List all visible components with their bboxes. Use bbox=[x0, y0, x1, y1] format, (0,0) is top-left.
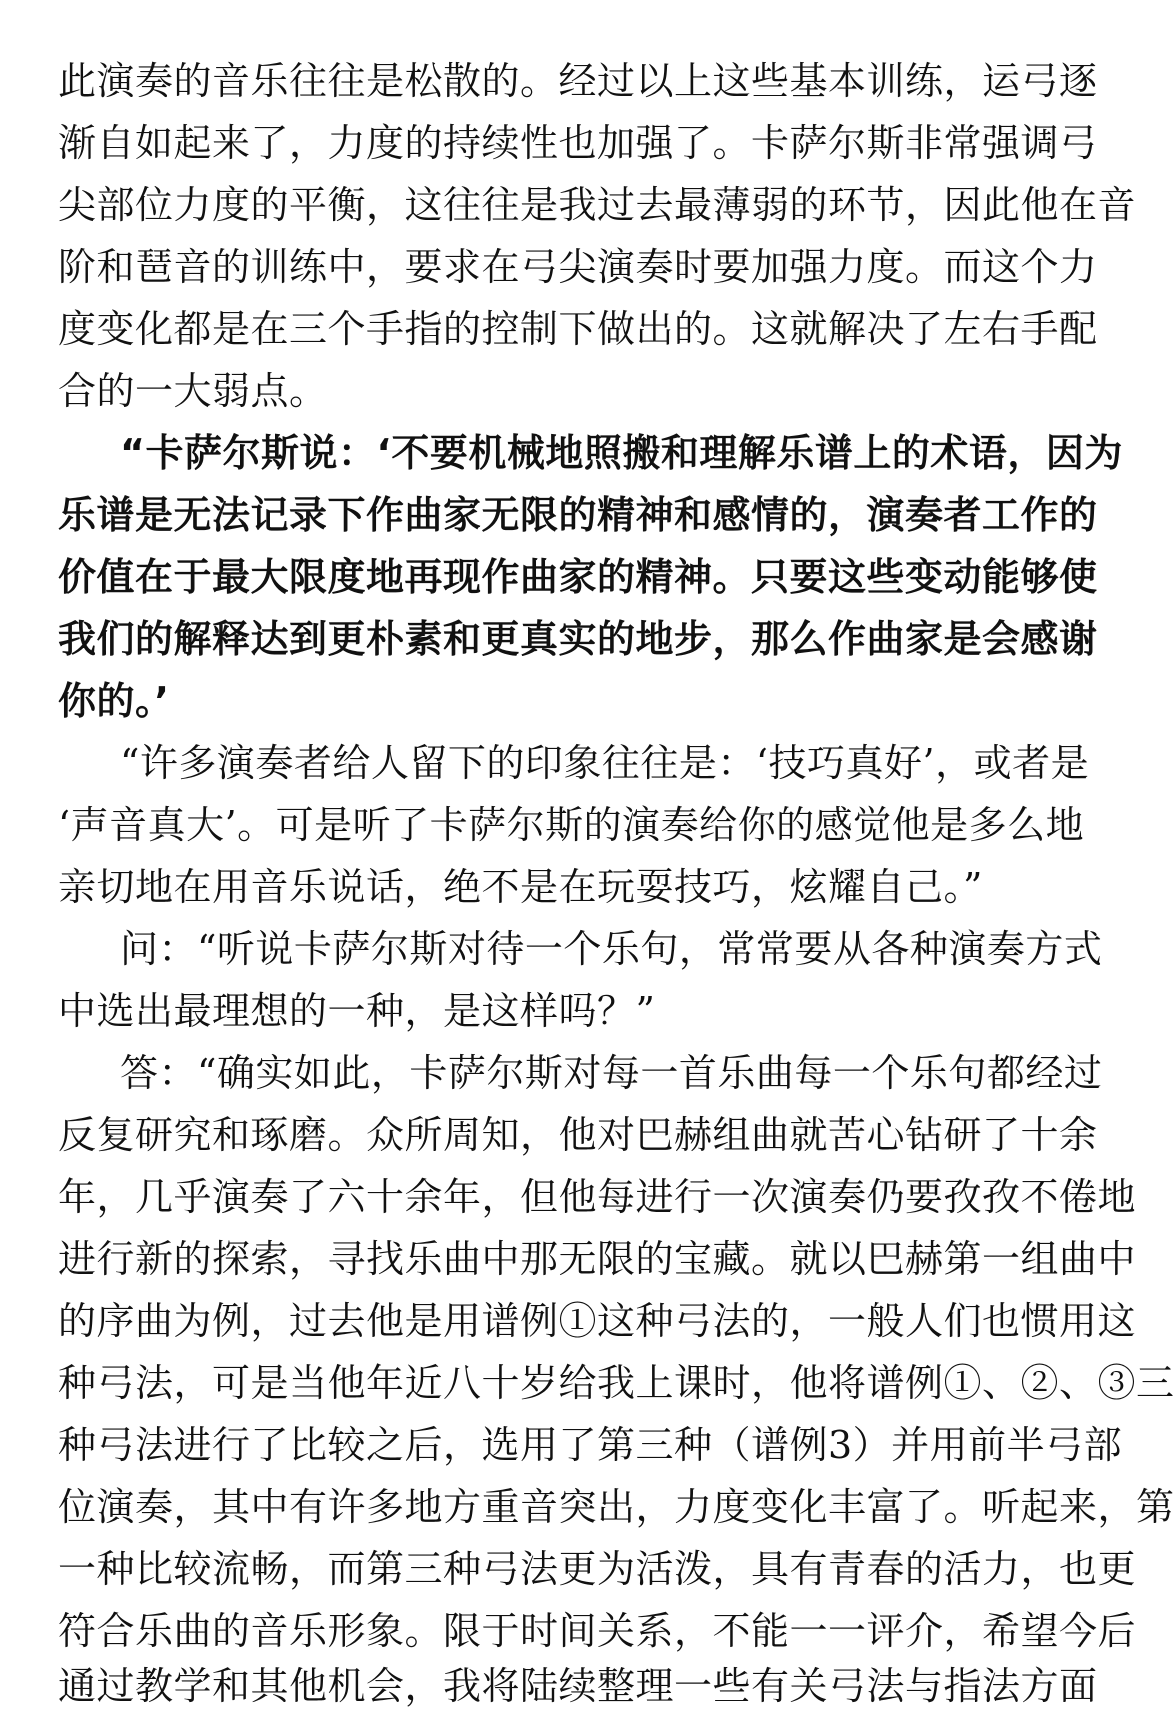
quote-line: 我们的解释达到更朴素和更真实的地步，那么作曲家是会感谢 bbox=[58, 617, 1098, 661]
answer-line: 答：“确实如此，卡萨尔斯对每一首乐曲每一个乐句都经过 bbox=[120, 1051, 1103, 1095]
quote-line: 价值在于最大限度地再现作曲家的精神。只要这些变动能够使 bbox=[58, 555, 1098, 599]
answer-line: 进行新的探索，寻找乐曲中那无限的宝藏。就以巴赫第一组曲中 bbox=[58, 1237, 1137, 1281]
text-line: 渐自如起来了，力度的持续性也加强了。卡萨尔斯非常强调弓 bbox=[58, 121, 1098, 165]
answer-line: 位演奏，其中有许多地方重音突出，力度变化丰富了。听起来，第 bbox=[58, 1485, 1175, 1529]
text-line: 阶和琶音的训练中，要求在弓尖演奏时要加强力度。而这个力 bbox=[58, 245, 1098, 289]
answer-line: 符合乐曲的音乐形象。限于时间关系，不能一一评介，希望今后 bbox=[58, 1609, 1137, 1653]
answer-line: 的序曲为例，过去他是用谱例①这种弓法的，一般人们也惯用这 bbox=[58, 1299, 1137, 1343]
answer-line: 通过教学和其他机会，我将陆续整理一些有关弓法与指法方面 bbox=[58, 1664, 1098, 1708]
quote-line: 你的。’ bbox=[58, 679, 170, 723]
text-line: “许多演奏者给人留下的印象往往是：‘技巧真好’，或者是 bbox=[120, 741, 1090, 785]
answer-line: 一种比较流畅，而第三种弓法更为活泼，具有青春的活力，也更 bbox=[58, 1547, 1137, 1591]
answer-line: 年，几乎演奏了六十余年，但他每进行一次演奏仍要孜孜不倦地 bbox=[58, 1175, 1137, 1219]
text-line: 尖部位力度的平衡，这往往是我过去最薄弱的环节，因此他在音 bbox=[58, 183, 1137, 227]
question-line: 问：“听说卡萨尔斯对待一个乐句，常常要从各种演奏方式 bbox=[120, 927, 1103, 971]
text-line: 合的一大弱点。 bbox=[58, 369, 328, 413]
quote-line: 乐谱是无法记录下作曲家无限的精神和感情的，演奏者工作的 bbox=[58, 493, 1098, 537]
answer-line: 反复研究和琢磨。众所周知，他对巴赫组曲就苦心钻研了十余 bbox=[58, 1113, 1098, 1157]
text-line: 此演奏的音乐往往是松散的。经过以上这些基本训练，运弓逐 bbox=[58, 59, 1098, 103]
question-line: 中选出最理想的一种，是这样吗？” bbox=[58, 989, 656, 1033]
answer-line: 种弓法，可是当他年近八十岁给我上课时，他将谱例①、②、③三 bbox=[58, 1361, 1175, 1405]
text-line: ‘声音真大’。可是听了卡萨尔斯的演奏给你的感觉他是多么地 bbox=[58, 803, 1085, 847]
answer-line: 种弓法进行了比较之后，选用了第三种（谱例3）并用前半弓部 bbox=[58, 1423, 1123, 1467]
text-line: 亲切地在用音乐说话，绝不是在玩耍技巧，炫耀自己。” bbox=[58, 865, 983, 909]
text-line: 度变化都是在三个手指的控制下做出的。这就解决了左右手配 bbox=[58, 307, 1098, 351]
quote-line: “卡萨尔斯说：‘不要机械地照搬和理解乐谱上的术语，因为 bbox=[120, 431, 1123, 475]
